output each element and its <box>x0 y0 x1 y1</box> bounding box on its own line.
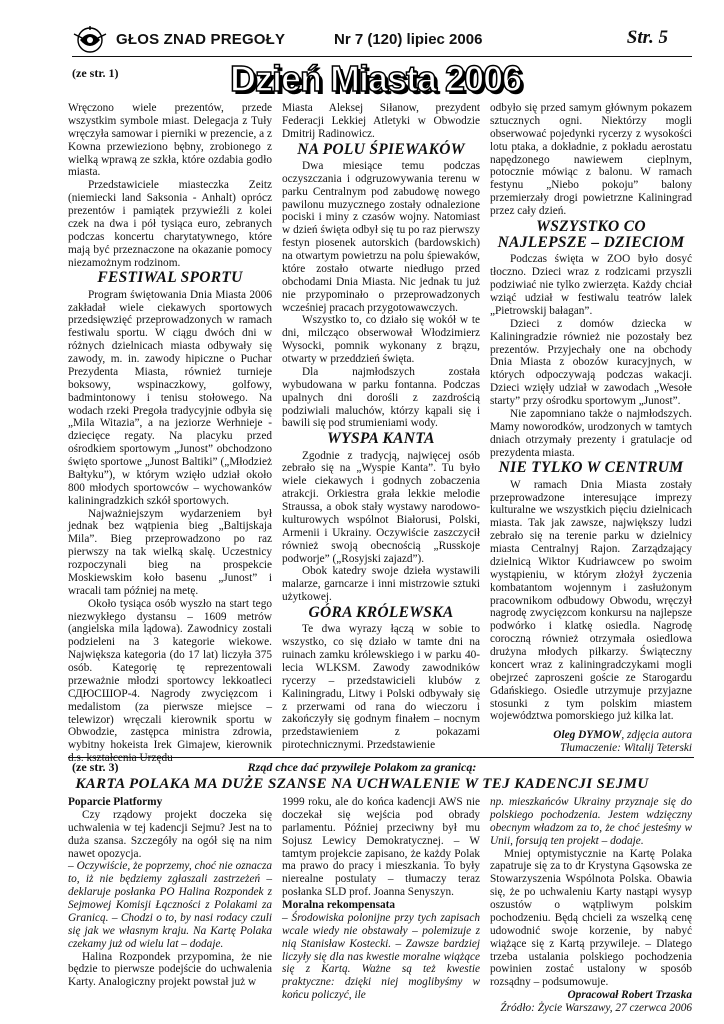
author-name: Oleg DYMOW <box>553 729 622 742</box>
paragraph: Dzieci z domów dziecka w Kaliningradzie również nie pozostały bez prezentów. Przyjechały one na obchody Dnia Miasta z obozów kuracyjnych, w których odpoczywają podczas wakacji. Dzieci wzięły udział w zawodach „Wesołe starty” przy ośrodku sportowym „Junost”. <box>490 317 692 408</box>
continued-from: (ze str. 1) <box>72 66 119 80</box>
section-heading: WYSPA KANTA <box>327 430 435 448</box>
paragraph: Czy rządowy projekt doczeka się uchwalenia w tej kadencji Sejmu? Jest na to duża szansa. Szczegóły na ogół się na nim nawet opozycja. <box>68 808 272 860</box>
paragraph: Wszystko to, co działo się wokół w te dni, milcząco obserwował Włodzimierz Wysocki, pomnik wykonany z brązu, otwarty w przeddzień święta. <box>282 314 480 366</box>
article2-column-3 <box>490 796 692 1015</box>
issue-number: Nr 7 (120) lipiec 2006 <box>334 31 483 48</box>
newspaper-title: GŁOS ZNAD PREGOŁY <box>116 31 286 48</box>
subheading: Poparcie Platformy <box>68 796 163 808</box>
source-credit: Źródło: Życie Warszawy, 27 czerwca 2006 <box>500 1002 692 1014</box>
paragraph: odbyło się przed samym głównym pokazem sztucznych ogni. Niektórzy mogli obserwować pojedynki rycerzy z wysokości lotu ptaka, a dokładnie, z pokładu aerostatu napędzonego nawiewem cieplnym, potocznie mówiąc z balonu. W ramach festynu „Niebo pokoju” balony przemierzały drogi powietrzne Kaliningrad przez cały dzień. <box>490 102 692 217</box>
paragraph: Podczas święta w ZOO było dosyć tłoczno. Dzieci wraz z rodzicami przyszli podziwiać nie tylko zwierzęta. Każdy chciał wziąć udział w festiwalu teatrów lalek „Pietrowskij bałagan”. <box>490 253 692 317</box>
paragraph: Mniej optymistycznie na Kartę Polaka zapatruje się za to dr Krystyna Gąsowska ze Stowarzyszenia Wspólnota Polska. Obawia się, że po uchwaleniu Karty nastąpi wysyp oszustów o wątpliwym polskim pochodzeniu. Będą chcieli za wszelką cenę udowodnić swoje korzenie, by nabyć wiążące się z Kartą przywileje. – Dlatego trzeba ustalania polskiego pochodzenia powinien zostać ustalony w sposób rozsądny – podsumowuje. <box>490 847 692 989</box>
section-heading: FESTIWAL SPORTU <box>97 269 243 287</box>
paragraph: W ramach Dnia Miasta zostały przeprowadzone interesujące imprezy kulturalne we wszystkich pięciu dzielnicach miasta. Tak jak zawsze, największy ludzi zebrało się na terenie parku w dzielnicy miasta Centralnyj Rajon. Zarządzający dzielnicą Wiktor Kudriawcew po swoim wystąpieniu, w którym złożył życzenia kombatantom wojennym i zasłużonym pracownikom odbudowy Obwodu, wręczył nagrodę zwycięzcom konkursu na najlepsze podwórko i klatkę osiedla. Nagrodę coroczną również otrzymała osiedlowa drużyna młodych piłkarzy. Świąteczny koncert wraz z kaliningradczykami mogli obejrzeć zaproszeni goście ze Starogardu Gdańskiego. Osiedle utrzymuje przyjazne stosunki z tym polskim miastem województwa pomorskiego już kilka lat. <box>490 478 692 723</box>
paragraph: Nie zapomniano także o najmłodszych. Mamy noworodków, urodzonych w tamtych dniach otrzymały prezenty i gratulacje od prezydenta miasta. <box>490 407 692 459</box>
paragraph: Zgodnie z tradycją, najwięcej osób zebrało się na „Wyspie Kanta”. Tu było wiele ciekawych i godnych zobaczenia atrakcji. Orkiestra grała lekkie melodie Straussa, a obok stały wystawy narodowo-kulturowych wspólnot Białorusi, Polski, Armenii i Ukrainy. Oczywiście zaszczycił również swoją obecnością „Russkoje podworje” („Rosyjski zajazd”). <box>282 449 480 565</box>
paragraph: Te dwa wyrazy łączą w sobie to wszystko, co się działo w tamte dni na ruinach zamku królewskiego i w parku 40-lecia WLKSM. Zawody zawodników rycerzy – przedstawicieli klubów z Kaliningradu, Litwy i Polski odbywały się z przerwami od rana do wieczoru i zakończyły się godnym finałem – nocnym przedstawieniem z pokazami pirotechnicznymi. Przedstawienie <box>282 623 480 752</box>
section-heading: NA POLU ŚPIEWAKÓW <box>297 140 465 158</box>
paragraph <box>282 912 480 1002</box>
page-header <box>72 24 692 56</box>
paragraph: Wręczono wiele prezentów, przede wszystkim symbole miast. Delegacja z Tuły wręczyła samowar i pierniki w prezencie, a z Kowna przewieziono bębny, zrobionego z wielką wprawą ze szkła, które ozdabia godło miasta. <box>68 102 272 179</box>
subheading: Moralna rekompensata <box>282 899 396 911</box>
paragraph: Miasta Aleksej Siłanow, prezydent Federacji Lekkiej Atletyki w Obwodzie Dmitrij Radinowicz. <box>282 102 480 140</box>
paragraph: Najważniejszym wydarzeniem był jednak bez wątpienia bieg „Baltijskaja Mila”. Bieg przeprowadzono po raz pierwszy na tak wielką skalę. Uczestnicy rozpoczynali bieg na prospekcie Moskiewskim koło basenu „Junost” i wracali tam później na metę. <box>68 507 272 597</box>
article-column-1 <box>68 102 272 765</box>
paragraph: Program świętowania Dnia Miasta 2006 zakładał wiele ciekawych sportowych przedsięwzięć przeprowadzonych w ramach festiwalu sportu. W ciągu dwóch dni w różnych dzielnicach miasta odbywały się zawody, m. in. zawody hipiczne o Puchar Prezydenta Miasta, również turnieje boksowy, wspinaczkowy, golfowy, badmintonowy i tenisu stołowego. Na wodach rzeki Pregoła tradycyjnie odbyła się „Mila Witazia”, a na jeziorze Werhnieje - dziecięce regaty. Na placyku przed ośrodkiem sportowym „Junost” obchodzono święto sportowe „Junost Baltiki” („Młodzież Bałtyku”), w którym wzięło udział około 800 młodych sportowców – wychowanków kaliningradzkich szkół sportowych. <box>68 288 272 507</box>
editor-signature: Opracował Robert Trzaska <box>567 989 692 1002</box>
paragraph: Około tysiąca osób wyszło na start tego niezwykłego dystansu – 1609 metrów (angielska mila lądowa). Zawodnicy zostali podzieleni na 3 kategorie wiekowe. Największa kategoria (do 17 lat) liczyła 375 osób. Kategorię tę reprezentowali przeważnie młodzi sportowcy lekkoatleci СДЮСШОР-4. Nagrody zwycięzcom i medalistom (za pierwsze miejsce – telewizor) wręczali kierownik sportu w Obwodzie, zastępca ministra zdrowia, wybitny hokeista Irek Gimajew, kierownik d.s. kształcenia Urzędu <box>68 597 272 765</box>
article-title: KARTA POLAKA MA DUŻE SZANSE NA UCHWALENIE W TEJ KADENCJI SEJMU <box>75 776 649 792</box>
page-number: Str. 5 <box>626 27 668 48</box>
paragraph: Dwa miesiące temu podczas oczyszczania i odgruzowywania terenu w parku Centralnym pod zabudowę nowego pawilonu muzycznego zostały odnalezione pociski i miny z czasów wojny. Natomiast w dzień święta odbył się tu po raz pierwszy festyn piosenek autorskich (bardowskich) na otwartym powietrzu na polu śpiewaków, które zostało otwarte niedługo przed obchodami Dnia Miasta. Nic jednak tu już nie przypominało o przeprowadzonych wcześniej pracach przygotowawczych. <box>282 159 480 314</box>
article-title: Dzień Miasta 2006 <box>230 58 522 99</box>
quote-text: np. mieszkańców Ukrainy przyznaje się do polskiego pochodzenia. Jestem wdzięczny obecnym władzom za to, że choć jesteśmy w Unii, forsują ten projekt – dodaje. <box>490 796 692 847</box>
section-heading: NIE TYLKO W CENTRUM <box>498 459 684 477</box>
paragraph <box>68 860 272 950</box>
paragraph: Przedstawiciele miasteczka Zeitz (niemiecki land Saksonia - Anhalt) oprócz prezentów i pamiątek przywieźli z kolei czek na dwa i pół tysiąca euro, zebranych podczas koncertu charytatywnego, które mają być przeznaczone na okazanie pomocy niezamożnym rodzinom. <box>68 179 272 269</box>
section-heading: WSZYSTKO CO NAJLEPSZE – DZIECIOM <box>497 217 685 252</box>
quote-text: – Środowiska polonijne przy tych zapisach wcale wiedy nie obstawały – polemizuje z nią Stanisław Kostecki. – Zawsze bardziej liczyły się dla nas kwestie moralne wiążące się z Kartą. Ważne są też kwestie praktyczne: dzięki niej moglibyśmy w końcu policzyć, ile <box>282 911 480 1002</box>
paragraph: Obok katedry swoje dzieła wystawili malarze, garncarze i inni mistrzowie sztuki użytkowej. <box>282 565 480 604</box>
author-signature <box>490 729 692 742</box>
paragraph: 1999 roku, ale do końca kadencji AWS nie doczekał się wejścia pod obrady parlamentu. Później przeciwny był mu Sojusz Lewicy Demokratycznej. – W tamtym projekcie zapisano, że każdy Polak ma prawo do pracy i mieszkania. To były nierealne postulaty – tłumaczy teraz posłanka SLD prof. Joanna Senyszyn. <box>282 796 480 899</box>
section-heading: GÓRA KRÓLEWSKA <box>308 604 454 622</box>
photo-credit: , zdjęcia autora <box>621 729 692 742</box>
article-column-3 <box>490 102 692 755</box>
article2-column-2 <box>282 796 480 1002</box>
article-lead: Rząd chce dać przywileje Polakom za granicą: <box>247 760 477 774</box>
paragraph: Dla najmłodszych została wybudowana w parku fontanna. Podczas upalnych dni dorośli z zazdrością podziwiali maluchów, którzy kąpali się i bawili się pod strumieniami wody. <box>282 365 480 430</box>
quote-text: – Oczywiście, że poprzemy, choć nie oznacza to, iż nie będziemy zgłaszali zastrzeżeń – deklaruje posłanka PO Halina Rozpondek z Sejmowej Komisji Łączności z Polakami za Granicą. – Chodzi o to, by nasi rodacy czuli się jak we własnym kraju. Na Kartę Polaka czekamy już od wielu lat – dodaje. <box>68 860 272 950</box>
article2-column-1 <box>68 796 272 989</box>
header-rule <box>72 56 692 57</box>
newspaper-logo-icon <box>72 24 108 56</box>
paragraph <box>490 796 692 848</box>
translator-credit: Tłumaczenie: Witalij Teterski <box>560 742 692 755</box>
section-divider <box>68 757 694 758</box>
continued-from: (ze str. 3) <box>72 760 119 774</box>
article-column-2 <box>282 102 480 752</box>
paragraph: Halina Rozpondek przypomina, że nie będzie to pierwsze podejście do uchwalenia Karty. Analogiczny projekt powstał już w <box>68 950 272 989</box>
